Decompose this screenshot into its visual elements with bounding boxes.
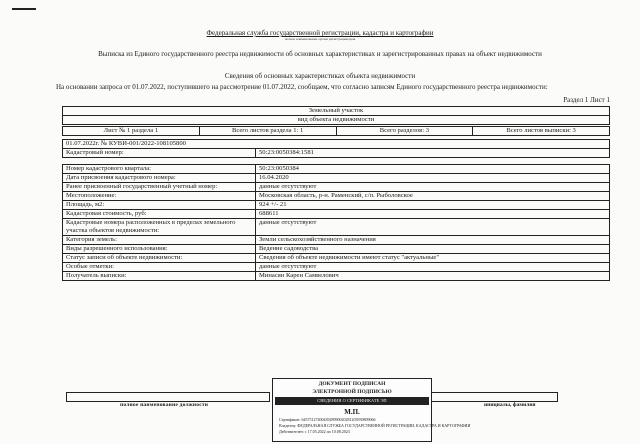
table-row <box>63 272 610 281</box>
stamp-electronic: ЭЛЕКТРОННОЙ ПОДПИСЬЮ <box>312 389 392 395</box>
table-row <box>63 174 610 183</box>
table-row <box>63 201 610 210</box>
stamp-validity: Действителен: с 17.05.2022 по 10.08.2023 <box>279 429 350 434</box>
field-label: Особые отметки: <box>63 263 256 272</box>
request-basis: На основании запроса от 01.07.2022, поступившего на рассмотрение 01.07.2022, сообщаем, что согласно записям Единого государственного реестра недвижимости: <box>56 83 548 91</box>
table-row <box>63 165 610 174</box>
field-label: Местоположение: <box>63 192 256 201</box>
field-label: Номер кадастрового квартала: <box>63 165 256 174</box>
field-value: 16.04.2020 <box>256 174 610 183</box>
stamp-certificate: Сертификат: 6457512740043928990020281203939809066 <box>279 417 376 422</box>
table-row <box>63 245 610 254</box>
stamp-signed: ДОКУМЕНТ ПОДПИСАН <box>318 381 386 387</box>
field-value: 924 +/- 21 <box>256 201 610 210</box>
agency-caption: полное наименование органа регистрации прав <box>284 37 356 41</box>
sheets-total: Всего листов выписки: 3 <box>473 127 610 136</box>
table-row <box>63 219 610 236</box>
document-title: Выписка из Единого государственного реестра недвижимости об основных характеристиках и зарегистрированных правах на объект недвижимости <box>98 50 542 58</box>
field-value: данные отсутствуют <box>256 263 610 272</box>
table-row <box>63 183 610 192</box>
object-type-table <box>62 106 610 125</box>
stamp-mp: М.П. <box>344 408 360 416</box>
table-row <box>63 263 610 272</box>
field-value: данные отсутствуют <box>256 219 610 236</box>
scan-mark <box>12 8 36 10</box>
field-value: 50:23:0050384 <box>256 165 610 174</box>
section-reference: Раздел 1 Лист 1 <box>563 96 610 104</box>
field-value: Земли сельскохозяйственного назначения <box>256 236 610 245</box>
sections-total: Всего разделов: 3 <box>336 127 473 136</box>
name-line <box>430 392 558 402</box>
field-value: Ведение садоводства <box>256 245 610 254</box>
field-label: Кадастровая стоимость, руб: <box>63 210 256 219</box>
stamp-cert-header: СВЕДЕНИЯ О СЕРТИФИКАТЕ ЭП <box>275 397 429 405</box>
field-label: Категория земель: <box>63 236 256 245</box>
record-id-table <box>62 139 610 158</box>
field-label: Получатель выписки: <box>63 272 256 281</box>
cadastral-number-label: Кадастровый номер: <box>63 149 256 158</box>
position-line <box>66 392 270 402</box>
field-value: Московская область, р-н. Раменский, с/п. Рыболовское <box>256 192 610 201</box>
name-caption: инициалы, фамилия <box>484 402 536 408</box>
table-row <box>63 236 610 245</box>
table-row <box>63 192 610 201</box>
field-label: Площадь, м2: <box>63 201 256 210</box>
sheet-info-table <box>62 126 610 136</box>
field-value: данные отсутствуют <box>256 183 610 192</box>
document-subtitle: Сведения об основных характеристиках объекта недвижимости <box>224 72 416 80</box>
field-value: Сведения об объекте недвижимости имеют статус "актуальные" <box>256 254 610 263</box>
electronic-signature-stamp <box>272 378 471 442</box>
field-value: 688611 <box>256 210 610 219</box>
table-row <box>63 254 610 263</box>
field-label: Виды разрешенного использования: <box>63 245 256 254</box>
record-date-number: 01.07.2022г. № КУВИ-001/2022-108105800 <box>63 140 610 149</box>
object-type: Земельный участок <box>63 107 610 116</box>
sheets-in-section: Всего листов раздела 1: 1 <box>199 127 336 136</box>
stamp-owner: Владелец: ФЕДЕРАЛЬНАЯ СЛУЖБА ГОСУДАРСТВЕННОЙ РЕГИСТРАЦИИ, КАДАСТРА И КАРТОГРАФИИ <box>279 423 471 428</box>
field-label: Ранее присвоенный государственный учетный номер: <box>63 183 256 192</box>
field-label: Кадастровые номера расположенных в пределах земельного участка объектов недвижимости: <box>63 219 256 236</box>
agency-name: Федеральная служба государственной регистрации, кадастра и картографии <box>206 29 434 37</box>
position-caption: полное наименование должности <box>120 402 209 408</box>
field-value: Минасян Карен Самвелович <box>256 272 610 281</box>
object-type-caption: вид объекта недвижимости <box>63 116 610 125</box>
field-label: Дата присвоения кадастрового номера: <box>63 174 256 183</box>
cadastral-number-value: 50:23:0050384:1581 <box>256 149 610 158</box>
table-row <box>63 210 610 219</box>
field-label: Статус записи об объекте недвижимости: <box>63 254 256 263</box>
characteristics-table <box>62 164 610 281</box>
sheet-number: Лист № 1 раздела 1 <box>63 127 200 136</box>
